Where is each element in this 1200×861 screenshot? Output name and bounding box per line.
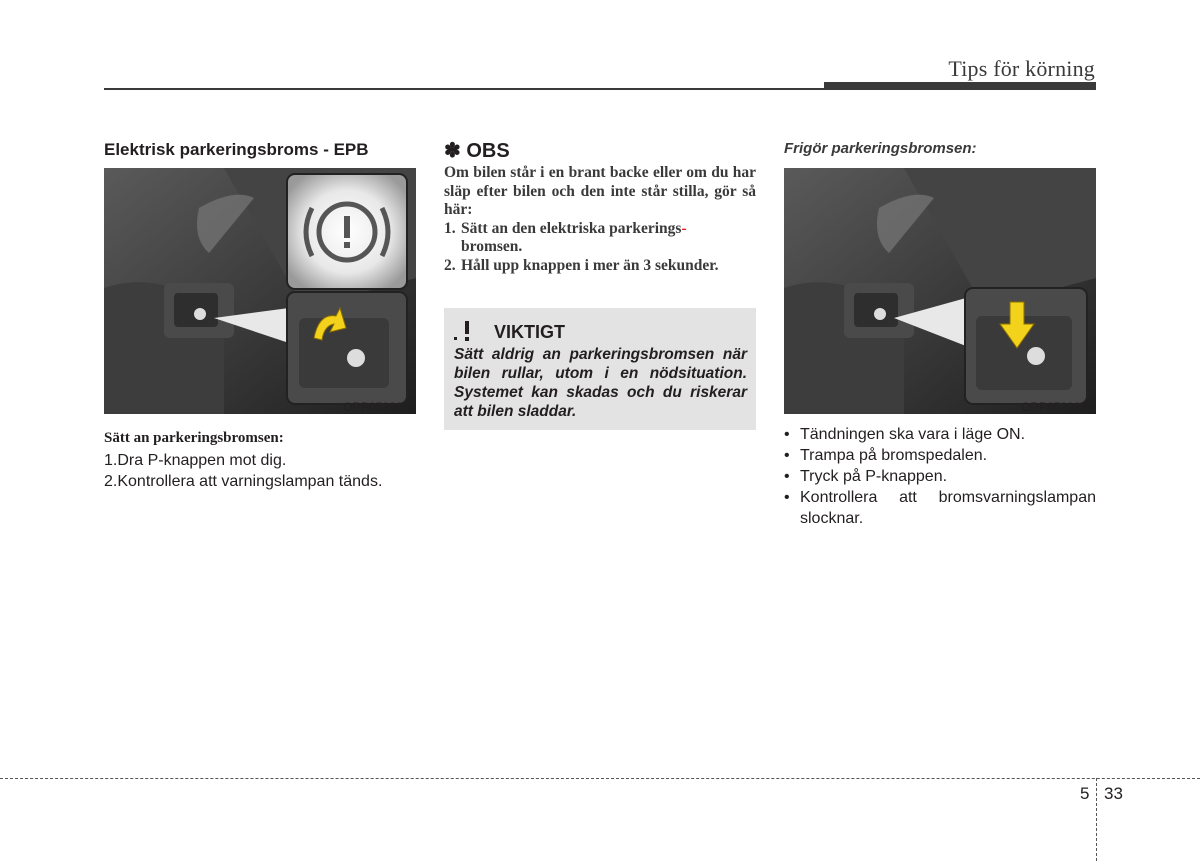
warning-header xyxy=(454,320,565,344)
warning-box xyxy=(444,308,756,430)
bullet-dot: • xyxy=(784,468,790,485)
obs-body xyxy=(444,164,756,275)
figure-code-1: ORP052026 xyxy=(343,400,410,414)
header-rule-thick xyxy=(824,82,1096,90)
apply-subheading: Sätt an parkeringsbromsen: xyxy=(104,430,284,446)
list-item-text: Tryck på P-knappen. xyxy=(800,468,948,485)
footer-divider xyxy=(1096,778,1097,861)
obs-step-text xyxy=(461,220,756,257)
figure-code-2: ORP052027 xyxy=(1021,400,1088,414)
release-bullet-list xyxy=(784,424,1096,529)
step-text: Kontrollera att varningslampan tänds. xyxy=(117,473,383,490)
apply-step-2 xyxy=(104,471,382,492)
page-number: 33 xyxy=(1104,784,1123,803)
obs-step-text: Håll upp knappen i mer än 3 sekunder. xyxy=(461,256,719,274)
obs-intro: Om bilen står i en brant backe eller om du har släp efter bilen och den inte står stilla, gör så här: xyxy=(444,164,756,218)
bullet-dot: • xyxy=(784,426,790,443)
list-item-text: Kontrollera att bromsvarningslampan slocknar. xyxy=(800,489,1096,527)
list-item-text: Tändningen ska vara i läge ON. xyxy=(800,426,1026,443)
list-item-text: Trampa på bromspedalen. xyxy=(800,447,988,464)
list-item xyxy=(784,466,1096,487)
list-item xyxy=(784,487,1096,529)
chapter-number: 5 xyxy=(1080,784,1090,803)
obs-step-text-b: bromsen. xyxy=(461,238,523,255)
step-text: Dra P-knappen mot dig. xyxy=(117,452,287,469)
warning-text: Sätt aldrig an parkeringsbromsen när bilen rullar, utom i en nödsituation. Systemet kan skadas och du riskerar att bilen sladdar. xyxy=(454,346,747,420)
footer-rule xyxy=(0,778,1200,779)
release-title: Frigör parkeringsbromsen: xyxy=(784,140,977,157)
obs-step-2 xyxy=(444,257,756,276)
running-header-title: Tips för körning xyxy=(948,56,1095,81)
obs-step-number: 2. xyxy=(444,256,456,274)
epb-release-photo xyxy=(784,168,1096,414)
obs-step-text-a: Sätt an den elektriska parkerings xyxy=(461,219,682,237)
header-rule xyxy=(104,88,824,90)
obs-title: ✽ OBS xyxy=(444,140,510,162)
bullet-dot: • xyxy=(784,489,790,506)
step-number: 1. xyxy=(104,452,118,469)
obs-step-number: 1. xyxy=(444,219,456,237)
step-number: 2. xyxy=(104,473,118,490)
warning-exclamation-icon xyxy=(454,320,480,344)
apply-step-1 xyxy=(104,450,286,471)
hyphen-mark: - xyxy=(681,219,687,237)
bullet-dot: • xyxy=(784,447,790,464)
warning-title: VIKTIGT xyxy=(494,321,565,342)
list-item xyxy=(784,445,1096,466)
list-item xyxy=(784,424,1096,445)
section-title-epb: Elektrisk parkeringsbroms - EPB xyxy=(104,140,369,159)
obs-step-1 xyxy=(444,220,756,257)
epb-apply-photo xyxy=(104,168,416,414)
